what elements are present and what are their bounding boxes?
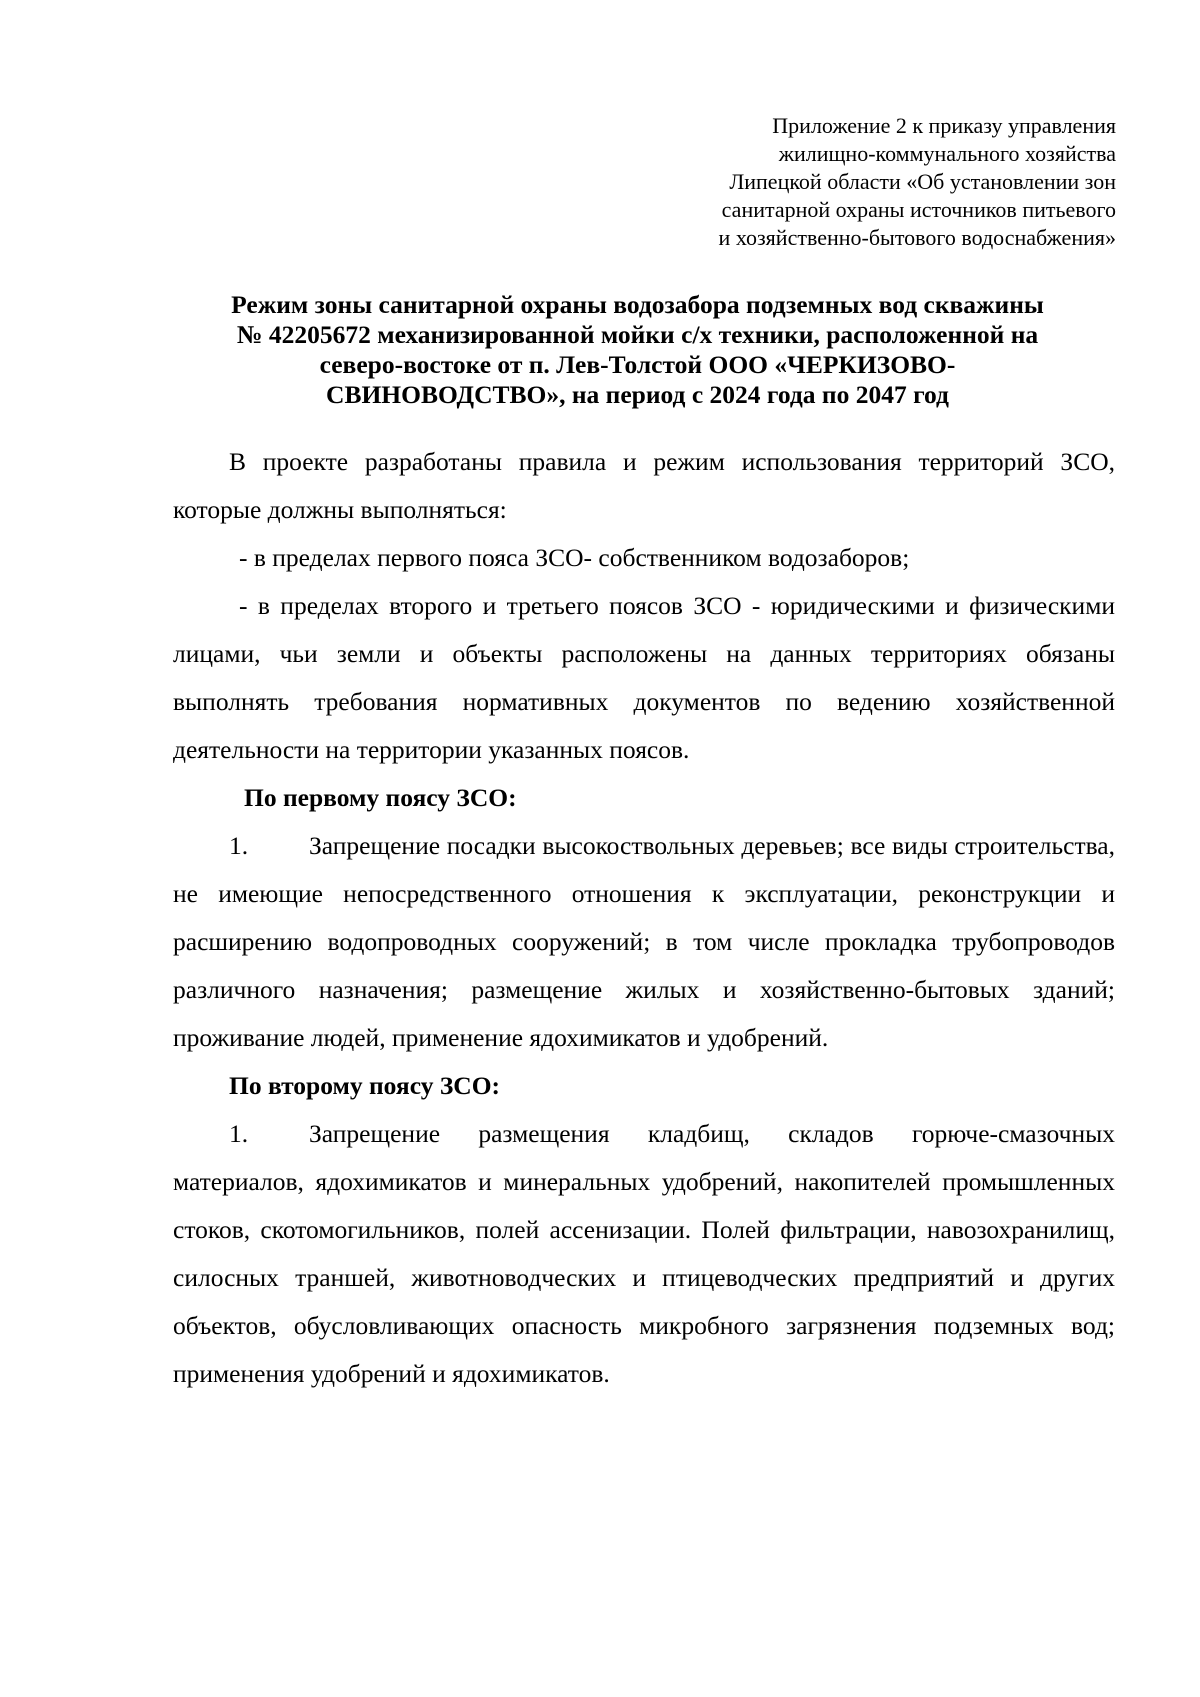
belt1-item-text: Запрещение посадки высокоствольных деревьев; все виды строительства, не имеющие непосредственного отношения к эксплуатации, реконструкции и расширению водопроводных сооружений; в том числе прокладка трубопроводов различного назначения; размещение жилых и хозяйственно-бытовых зданий; проживание людей, применение ядохимикатов и удобрений.	[173, 831, 1115, 1052]
intro-item-second-third-belt: - в пределах второго и третьего поясов ЗСО - юридическими и физическими лицами, чьи земли и объекты расположены на данных территориях обязаны выполнять требования нормативных документов по ведению хозяйственной деятельности на территории указанных поясов.	[173, 591, 1115, 764]
belt1-heading: По первому поясу ЗСО:	[244, 783, 517, 812]
appendix-note	[596, 112, 1116, 252]
appendix-line: и хозяйственно-бытового водоснабжения»	[718, 225, 1116, 250]
appendix-line: Приложение 2 к приказу управления	[772, 113, 1116, 138]
appendix-line: Липецкой области «Об установлении зон	[729, 169, 1116, 194]
belt2-heading: По второму поясу ЗСО:	[229, 1071, 501, 1100]
belt2-item-number: 1.	[229, 1119, 249, 1148]
appendix-line: санитарной охраны источников питьевого	[721, 197, 1116, 222]
belt2-item-text: Запрещение размещения кладбищ, складов горюче-смазочных материалов, ядохимикатов и минеральных удобрений, накопителей промышленных стоков, скотомогильников, полей ассенизации. Полей фильтрации, навозохранилищ, силосных траншей, животноводческих и птицеводческих предприятий и других объектов, обусловливающих опасность микробного загрязнения подземных вод; применения удобрений и ядохимикатов.	[173, 1119, 1115, 1388]
title-line: северо-востоке от п. Лев-Толстой ООО «ЧЕРКИЗОВО-	[319, 350, 956, 379]
document-body	[173, 438, 1115, 1398]
belt1-item-number: 1.	[229, 831, 249, 860]
belt2-item	[173, 1110, 1115, 1398]
intro-paragraph: В проекте разработаны правила и режим использования территорий ЗСО, которые должны выполняться:	[173, 447, 1115, 524]
belt1-item	[173, 822, 1115, 1062]
appendix-line: жилищно-коммунального хозяйства	[778, 141, 1116, 166]
intro-item-first-belt: - в пределах первого пояса ЗСО- собственником водозаборов;	[239, 543, 910, 572]
document-title	[160, 290, 1115, 410]
title-line: СВИНОВОДСТВО», на период с 2024 года по 2047 год	[326, 380, 949, 409]
title-line: Режим зоны санитарной охраны водозабора подземных вод скважины	[231, 290, 1044, 319]
title-line: № 42205672 механизированной мойки с/х техники, расположенной на	[236, 320, 1039, 349]
